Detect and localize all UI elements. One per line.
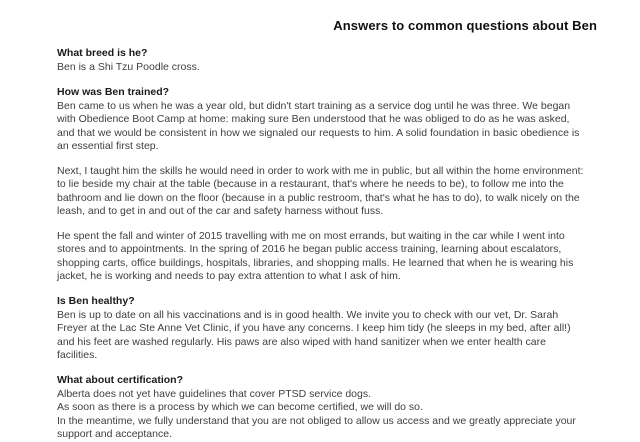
paragraph-line: Alberta does not yet have guidelines that cover PTSD service dogs. (57, 387, 372, 400)
section-training (57, 86, 585, 284)
section-heading: What breed is he? (57, 47, 148, 59)
paragraph: Ben is a Shi Tzu Poodle cross. (57, 61, 200, 73)
paragraph: Ben is up to date on all his vaccinations and is in good health. We invite you to check with our vet, Dr. Sarah Freyer at the Lac Ste Anne Vet Clinic, if you have any concerns. I keep him tidy (he sleeps in my bed, after all!) and his feet are washed regularly. His paws are also wiped with hand sanitizer when we enter health care facilities. (57, 308, 571, 361)
section-health (57, 295, 585, 363)
section-heading: What about certification? (57, 373, 183, 386)
section-heading: Is Ben healthy? (57, 294, 135, 307)
paragraph: He spent the fall and winter of 2015 travelling with me on most errands, but waiting in the car while I went into stores and to appointments. In the spring of 2016 he began public access training, learning about escalators, shopping carts, office buildings, hospitals, libraries, and shopping malls. He learned that when he is wearing his jacket, he is working and needs to pay extra attention to what I ask of him. (57, 229, 574, 282)
document-title: Answers to common questions about Ben (333, 18, 597, 33)
paragraph: Next, I taught him the skills he would need in order to work with me in public, but all within the home environment: to lie beside my chair at the table (because in a restaurant, that's where he needs to be), to follow me into the bathroom and lie down on the floor (because in a public restroom, that's what he has to do), to walk nicely on the leash, and to get in and out of the car and safety harness without fuss. (57, 164, 584, 217)
paragraph-line: In the meantime, we fully understand that you are not obliged to allow us access and we greatly appreciate your support and acceptance. (57, 414, 576, 440)
paragraph-line: As soon as there is a process by which we can become certified, we will do so. (57, 401, 423, 413)
section-certification (57, 374, 585, 442)
section-heading: How was Ben trained? (57, 85, 170, 98)
paragraph: Ben came to us when he was a year old, but didn't start training as a service dog until he was three. We began with Obedience Boot Camp at home: making sure Ben understood that he was obliged to do as he was asked, and that we would be consistent in how we signaled our requests to him. A solid foundation in basic obedience is an essential first step. (57, 99, 580, 152)
section-breed (57, 47, 585, 75)
